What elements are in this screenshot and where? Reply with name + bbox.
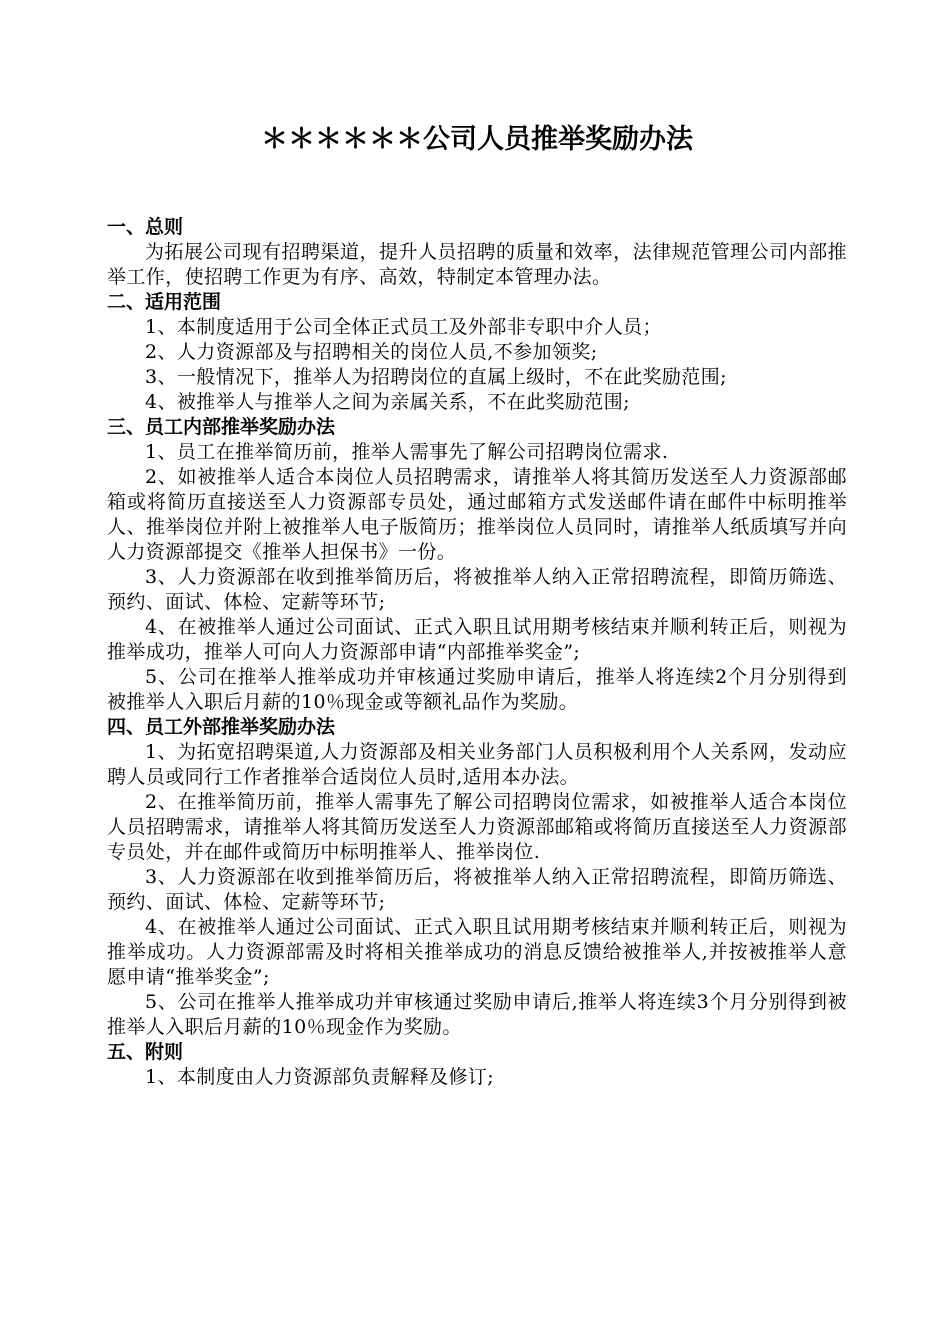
section-heading: 四、员工外部推举奖励办法 (107, 716, 336, 738)
section-heading: 二、适用范围 (107, 291, 222, 313)
paragraph: 2、人力资源部及与招聘相关的岗位人员,不参加领奖; (145, 341, 598, 363)
section-internal-referral (107, 415, 847, 715)
paragraph: 5、公司在推举人推举成功并审核通过奖励申请后,推举人将连续3个月分别得到被推举人入职后月薪的10％现金作为奖励。 (107, 991, 847, 1038)
paragraph: 1、为拓宽招聘渠道,人力资源部及相关业务部门人员积极利用个人关系网，发动应聘人员或同行工作者推举合适岗位人员时,适用本办法。 (107, 741, 847, 788)
document-title: ＊＊＊＊＊＊公司人员推举奖励办法 (261, 124, 693, 155)
paragraph: 3、人力资源部在收到推举简历后，将被推举人纳入正常招聘流程，即简历筛选、预约、面试、体检、定薪等环节; (107, 866, 847, 913)
section-heading: 三、员工内部推举奖励办法 (107, 416, 336, 438)
paragraph: 4、在被推举人通过公司面试、正式入职且试用期考核结束并顺利转正后，则视为推举成功。人力资源部需及时将相关推举成功的消息反馈给被推举人,并按被推举人意愿申请“推举奖金”; (107, 916, 847, 988)
section-external-referral (107, 715, 847, 1040)
paragraph: 1、本制度由人力资源部负责解释及修订; (145, 1066, 495, 1088)
paragraph: 3、一般情况下，推举人为招聘岗位的直属上级时，不在此奖励范围; (145, 366, 727, 388)
section-scope (107, 290, 847, 415)
paragraph: 3、人力资源部在收到推举简历后，将被推举人纳入正常招聘流程，即简历筛选、预约、面试、体检、定薪等环节; (107, 566, 847, 613)
paragraph: 2、如被推举人适合本岗位人员招聘需求，请推举人将其简历发送至人力资源部邮箱或将简历直接送至人力资源部专员处，通过邮箱方式发送邮件请在邮件中标明推举人、推举岗位并附上被推举人电子版简历；推举岗位人员同时，请推举人纸质填写并向人力资源部提交《推举人担保书》一份。 (107, 466, 847, 563)
section-general (107, 215, 847, 290)
paragraph: 为拓展公司现有招聘渠道，提升人员招聘的质量和效率，法律规范管理公司内部推举工作，使招聘工作更为有序、高效，特制定本管理办法。 (107, 241, 847, 288)
section-heading: 五、附则 (107, 1041, 184, 1063)
paragraph: 4、在被推举人通过公司面试、正式入职且试用期考核结束并顺利转正后，则视为推举成功，推举人可向人力资源部申请“内部推举奖金”; (107, 616, 847, 663)
paragraph: 4、被推举人与推举人之间为亲属关系，不在此奖励范围; (145, 391, 630, 413)
paragraph: 1、员工在推举简历前，推举人需事先了解公司招聘岗位需求. (145, 441, 669, 463)
paragraph: 1、本制度适用于公司全体正式员工及外部非专职中介人员； (145, 316, 662, 338)
paragraph: 5、公司在推举人推举成功并审核通过奖励申请后，推举人将连续2个月分别得到被推举人入职后月薪的10％现金或等额礼品作为奖励。 (107, 666, 847, 713)
document-page (107, 0, 847, 1344)
section-heading: 一、总则 (107, 216, 184, 238)
paragraph: 2、在推举简历前，推举人需事先了解公司招聘岗位需求，如被推举人适合本岗位人员招聘需求，请推举人将其简历发送至人力资源部邮箱或将简历直接送至人力资源部专员处，并在邮件或简历中标明推举人、推举岗位. (107, 791, 847, 863)
document-body (107, 215, 847, 1090)
section-supplementary (107, 1040, 847, 1090)
